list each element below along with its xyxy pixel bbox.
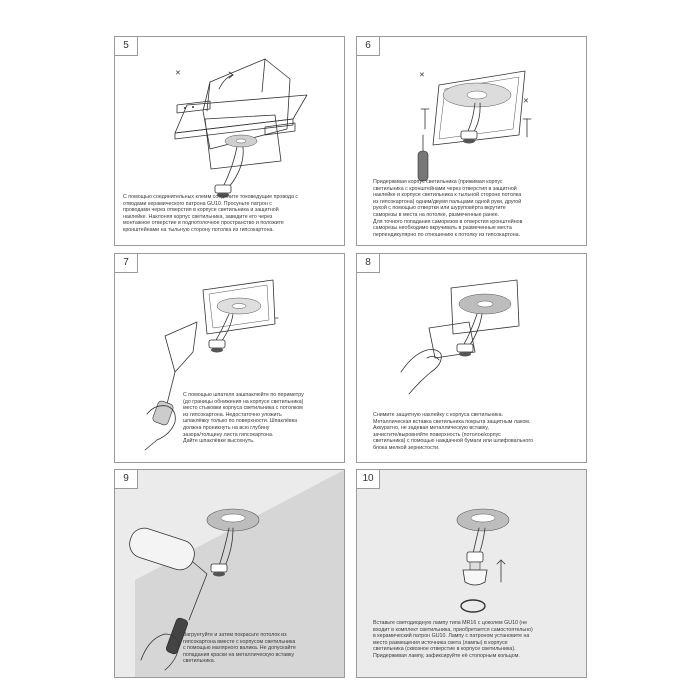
step-panel-10 — [356, 469, 587, 678]
step-panel-8 — [356, 253, 587, 463]
lamp-icon — [463, 562, 487, 585]
step-text: Загрунтуйте и затем покрасьте потолок из гипсокартона вместе с корпусом светильника с помощью малярного валика. Не допускайте попадания краски на металлическую вставку светильника. — [183, 632, 296, 665]
step-number: 8 — [357, 254, 380, 273]
step-text: С помощью соединительных клемм соедините токоведущие провода с отводами керамического патрона GU10. Просуньте патрон с проводами через отверстия в корпусе светильника и защитной наклейке. Наклоняя корпус светильника, заведите его через монтажное отверстие в подпотолочное пространство и положите кронштейнами на тыльную сторону потолка из гипсокартона. — [123, 194, 299, 233]
hand-icon — [401, 350, 441, 395]
svg-text:✕: ✕ — [419, 72, 425, 79]
step-number: 10 — [357, 470, 380, 489]
step-number: 9 — [115, 470, 138, 489]
step-number: 5 — [115, 37, 138, 56]
step-text: С помощью шпателя зашпаклюйте по периметру (до границы обнижения на корпусе светильника) место стыковки корпуса светильника с потолком из гипсокартона. Недостаточно уложить шпаклёвку только по поверхности. Шпаклёвка должна проникнуть на всю глубину зазора/толщину листа гипсокартона. Дайте шпаклёвке высохнуть. — [183, 392, 304, 445]
step-number: 6 — [357, 37, 380, 56]
step-panel-5 — [114, 36, 345, 246]
step-panel-9 — [114, 469, 345, 678]
svg-text:✕: ✕ — [175, 70, 181, 77]
step-panel-6 — [356, 36, 587, 246]
retaining-ring-icon — [461, 600, 485, 612]
gu10-socket-icon — [215, 185, 231, 193]
screw-icon — [523, 119, 531, 137]
step-text: Придерживая корпус светильника (прижимая корпус светильника с кронштейнами через отверстия в защитной наклейке и корпусе светильника к тыльной стороне потолка из гипсокартона) одним/двумя пальцами одной руки, другой рукой с помощью отвертки или шуруповёрта вкрутите саморезы в места на потолке, размеченные ранее. Для точного попадания саморезов в отверстия кронштейнов саморезы необходимо вкручивать в размеченные места перпендикулярно по отношению к потолку из гипсокартона. — [373, 179, 523, 238]
step-text: Вставьте светодиодную лампу типа MR16 с цоколем GU10 (не входит в комплект светильника, приобретается самостоятельно) в керамический патрон GU10. Лампу с патроном установите на место размещения источника света (лампы) в корпусе светильника (сквозное отверстие в корпусе светильника). Придерживая лампу, зафиксируйте её стопорным кольцом. — [373, 620, 533, 659]
screw-icon — [421, 109, 429, 129]
step-text: Снимите защитную наклейку с корпуса светильника. Металлическая вставка светильника покрыта защитным лаком. Аккуратно, не задевая металлическую вставку, зачистите/выровняйте поверхность (потолок/корпус светильника) с помощью наждачной бумаги или шлифовального блока мелкой зернистости. — [373, 412, 534, 451]
step-panel-7 — [114, 253, 345, 463]
screwdriver-icon — [418, 135, 428, 181]
svg-text:✕: ✕ — [523, 98, 529, 105]
step-number: 7 — [115, 254, 138, 273]
